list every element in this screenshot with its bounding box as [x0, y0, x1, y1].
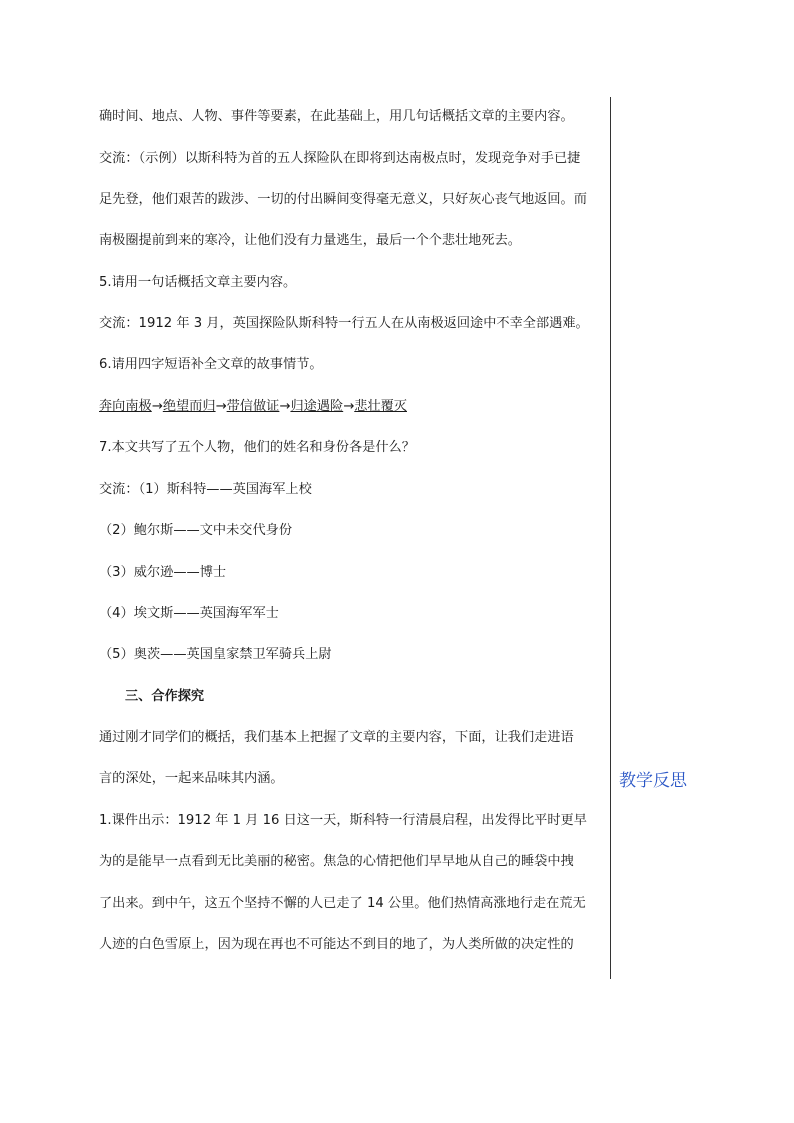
text-line: 交流：（示例）以斯科特为首的五人探险队在即将到达南极点时，发现竞争对手已捷 [99, 151, 581, 166]
teaching-reflection-label: 教学反思 [619, 771, 687, 791]
text-line: 确时间、地点、人物、事件等要素，在此基础上，用几句话概括文章的主要内容。 [99, 109, 574, 124]
text-line: 足先登，他们艰苦的跋涉、一切的付出瞬间变得毫无意义，只好灰心丧气地返回。而 [99, 192, 587, 207]
plot-step: 奔向南极 [99, 399, 152, 414]
arrow-icon: → [151, 399, 163, 414]
plot-chain [99, 397, 407, 417]
text-line: 南极圈提前到来的寒冷，让他们没有力量逃生，最后一个个悲壮地死去。 [99, 233, 521, 248]
arrow-icon: → [279, 399, 291, 414]
plot-step: 带信做证 [226, 399, 280, 414]
answer-5: 交流：1912 年 3 月，英国探险队斯科特一行五人在从南极返回途中不幸全部遇难。 [99, 316, 589, 331]
question-6: 6.请用四字短语补全文章的故事情节。 [99, 357, 323, 372]
column-divider [610, 97, 611, 979]
text-line: 通过刚才同学们的概括，我们基本上把握了文章的主要内容，下面，让我们走进语 [99, 730, 574, 745]
plot-step: 归途遇险 [290, 399, 344, 414]
arrow-icon: → [343, 399, 355, 414]
arrow-icon: → [215, 399, 227, 414]
plot-step: 绝望而归 [162, 399, 216, 414]
text-line: 言的深处，一起来品味其内涵。 [99, 771, 284, 786]
question-7: 7.本文共写了五个人物，他们的姓名和身份各是什么？ [99, 440, 415, 455]
plot-step: 悲壮覆灭 [354, 399, 407, 414]
question-5: 5.请用一句话概括文章主要内容。 [99, 275, 297, 290]
answer-7-item: （4）埃文斯——英国海军军士 [99, 606, 279, 621]
answer-7-item: 交流：（1）斯科特——英国海军上校 [99, 482, 312, 497]
text-line: 为的是能早一点看到无比美丽的秘密。焦急的心情把他们早早地从自己的睡袋中拽 [99, 854, 574, 869]
answer-7-item: （2）鲍尔斯——文中未交代身份 [99, 523, 293, 538]
text-line: 1.课件出示：1912 年 1 月 16 日这一天，斯科特一行清晨启程，出发得比平时更早 [99, 813, 587, 828]
text-line: 人迹的白色雪原上，因为现在再也不可能达不到目的地了，为人类所做的决定性的 [99, 937, 574, 952]
section-title: 三、合作探究 [125, 689, 205, 704]
text-line: 了出来。到中午，这五个坚持不懈的人已走了 14 公里。他们热情高涨地行走在荒无 [99, 896, 586, 911]
answer-7-item: （5）奥茨——英国皇家禁卫军骑兵上尉 [99, 647, 332, 662]
answer-7-item: （3）威尔逊——博士 [99, 565, 227, 580]
